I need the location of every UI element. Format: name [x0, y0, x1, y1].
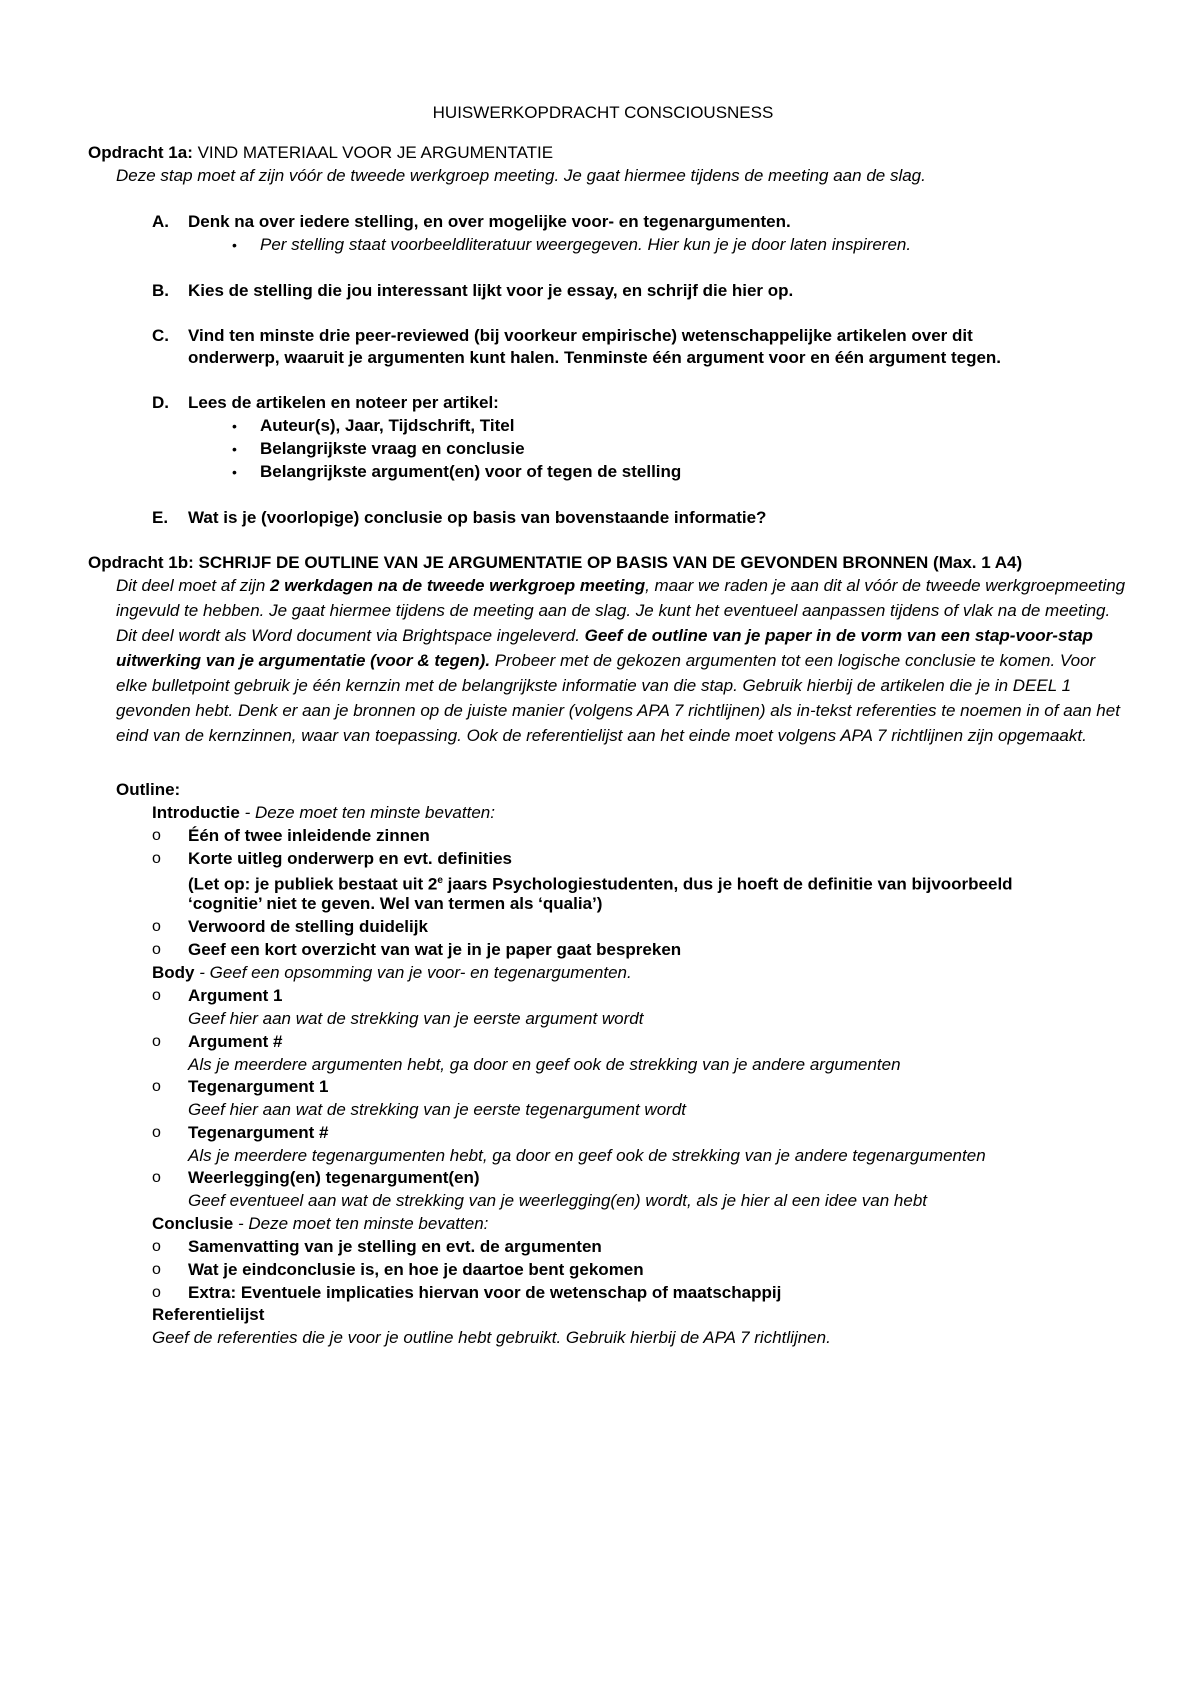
- item-c-line2: onderwerp, waaruit je argumenten kunt halen. Tenminste één argument voor en één argument tegen.: [188, 348, 1002, 367]
- body-item-2-title: Argument #: [188, 1032, 283, 1051]
- para-text: Dit deel moet af zijn: [116, 576, 271, 595]
- task-1b-paragraph: [116, 573, 1126, 748]
- intro-item-4: Geef een kort overzicht van wat je in je paper gaat bespreken: [188, 940, 682, 959]
- circle-bullet-icon: o: [152, 941, 161, 958]
- para-bold-deadline: 2 werkdagen na de tweede werkgroep meeting: [270, 576, 646, 595]
- task-1a-title: VIND MATERIAAL VOOR JE ARGUMENTATIE: [192, 143, 554, 162]
- item-b-marker: B.: [152, 281, 169, 300]
- body-item-5-title: Weerlegging(en) tegenargument(en): [188, 1168, 480, 1187]
- note-text: jaars Psychologiestudenten, dus je hoeft de definitie van bijvoorbeeld: [442, 874, 1013, 894]
- body-title: Body: [152, 963, 195, 982]
- intro-title: Introductie: [152, 803, 240, 822]
- body-item-4-desc: Als je meerdere tegenargumenten hebt, ga door en geef ook de strekking van je andere tegenargumenten: [188, 1146, 986, 1165]
- intro-note-line1: [188, 871, 1013, 895]
- item-c-line1: Vind ten minste drie peer-reviewed (bij voorkeur empirische) wetenschappelijke artikelen over dit: [188, 326, 973, 345]
- body-item-2-desc: Als je meerdere argumenten hebt, ga door en geef ook de strekking van je andere argumenten: [188, 1055, 901, 1074]
- body-item-3-title: Tegenargument 1: [188, 1077, 329, 1096]
- conclusion-item-1: Samenvatting van je stelling en evt. de argumenten: [188, 1237, 602, 1256]
- item-e-text: Wat is je (voorlopige) conclusie op basis van bovenstaande informatie?: [188, 508, 767, 527]
- para-bold-instruction: Geef de outline van je paper in de vorm van een stap-voor-stap uitwerking van je argumentatie (voor & tegen).: [116, 626, 1093, 670]
- body-item-3-desc: Geef hier aan wat de strekking van je eerste tegenargument wordt: [188, 1100, 687, 1119]
- intro-item-1: Één of twee inleidende zinnen: [188, 826, 430, 845]
- item-d-text: Lees de artikelen en noteer per artikel:: [188, 393, 499, 412]
- bullet-icon: •: [232, 237, 237, 253]
- circle-bullet-icon: o: [152, 1238, 161, 1255]
- note-sup: e: [437, 875, 443, 886]
- task-1a-label: Opdracht 1a:: [88, 143, 193, 162]
- task-1a-heading: [88, 143, 553, 163]
- body-item-1-title: Argument 1: [188, 986, 283, 1005]
- intro-note: - Deze moet ten minste bevatten:: [239, 803, 495, 822]
- circle-bullet-icon: o: [152, 1033, 161, 1050]
- bullet-icon: •: [232, 418, 237, 434]
- bullet-icon: •: [232, 464, 237, 480]
- body-item-1-desc: Geef hier aan wat de strekking van je eerste argument wordt: [188, 1009, 644, 1028]
- circle-bullet-icon: o: [152, 850, 161, 867]
- circle-bullet-icon: o: [152, 1169, 161, 1186]
- circle-bullet-icon: o: [152, 1078, 161, 1095]
- conclusion-item-3: Extra: Eventuele implicaties hiervan voor de wetenschap of maatschappij: [188, 1283, 782, 1302]
- bullet-icon: •: [232, 441, 237, 457]
- outline-label: Outline:: [116, 780, 181, 799]
- body-note: - Geef een opsomming van je voor- en tegenargumenten.: [194, 963, 632, 982]
- circle-bullet-icon: o: [152, 918, 161, 935]
- item-a-text: Denk na over iedere stelling, en over mogelijke voor- en tegenargumenten.: [188, 212, 791, 231]
- circle-bullet-icon: o: [152, 1124, 161, 1141]
- item-d-sub-3: Belangrijkste argument(en) voor of tegen de stelling: [260, 462, 682, 481]
- conclusion-item-2: Wat je eindconclusie is, en hoe je daartoe bent gekomen: [188, 1260, 644, 1279]
- intro-item-3: Verwoord de stelling duidelijk: [188, 917, 428, 936]
- references-title: Referentielijst: [152, 1305, 265, 1324]
- para-text: Probeer met de gekozen argumenten tot een logische conclusie te komen. Voor elke bulletpoint gebruik je één kernzin met de belangrijkste informatie van die stap. Gebruik hierbij de artikelen die je in DEEL 1 gevonden hebt. Denk er aan je bronnen op de juiste manier (volgens APA 7 richtlijnen) als in-tekst referenties te noemen in of aan het eind van de kernzinnen, waar van toepassing. Ook de referentielijst aan het einde moet volgens APA 7 richtlijnen zijn opgemaakt.: [116, 651, 1120, 745]
- item-b-text: Kies de stelling die jou interessant lijkt voor je essay, en schrijf die hier op.: [188, 281, 794, 300]
- conclusion-note: - Deze moet ten minste bevatten:: [233, 1214, 489, 1233]
- para-text: , maar we raden je aan dit al vóór de tweede werkgroepmeeting ingevuld te hebben. Je gaat hiermee tijdens de meeting aan de slag. Je kunt het eventueel aanpassen tijdens of vlak na de meeting. Dit deel wordt als Word document via Brightspace ingeleverd.: [116, 576, 1126, 645]
- circle-bullet-icon: o: [152, 827, 161, 844]
- intro-heading: [152, 803, 495, 823]
- circle-bullet-icon: o: [152, 1284, 161, 1301]
- item-d-sub-2: Belangrijkste vraag en conclusie: [260, 439, 525, 458]
- item-d-marker: D.: [152, 393, 169, 412]
- task-1b-heading: [88, 553, 1022, 573]
- references-desc: Geef de referenties die je voor je outline hebt gebruikt. Gebruik hierbij de APA 7 richtlijnen.: [152, 1328, 831, 1347]
- document-title: HUISWERKOPDRACHT CONSCIOUSNESS: [432, 103, 774, 122]
- item-a-sub: Per stelling staat voorbeeldliteratuur weergegeven. Hier kun je je door laten inspireren.: [260, 235, 912, 254]
- item-c-marker: C.: [152, 326, 169, 345]
- intro-item-2: Korte uitleg onderwerp en evt. definities: [188, 849, 512, 868]
- note-text: (Let op: je publiek bestaat uit 2: [188, 874, 438, 894]
- conclusion-title: Conclusie: [152, 1214, 234, 1233]
- conclusion-heading: [152, 1214, 488, 1234]
- circle-bullet-icon: o: [152, 987, 161, 1004]
- body-item-4-title: Tegenargument #: [188, 1123, 329, 1142]
- item-d-sub-1: Auteur(s), Jaar, Tijdschrift, Titel: [260, 416, 515, 435]
- circle-bullet-icon: o: [152, 1261, 161, 1278]
- intro-note-line2: ‘cognitie’ niet te geven. Wel van termen als ‘qualia’): [188, 894, 603, 913]
- item-e-marker: E.: [152, 508, 169, 527]
- task-1a-intro: Deze stap moet af zijn vóór de tweede werkgroep meeting. Je gaat hiermee tijdens de meeting aan de slag.: [116, 166, 926, 185]
- item-a-marker: A.: [152, 212, 169, 231]
- body-heading: [152, 963, 632, 983]
- task-1b-title: SCHRIJF DE OUTLINE VAN JE ARGUMENTATIE OP BASIS VAN DE GEVONDEN BRONNEN (Max. 1 A4): [193, 553, 1023, 572]
- task-1b-label: Opdracht 1b:: [88, 553, 194, 572]
- body-item-5-desc: Geef eventueel aan wat de strekking van je weerlegging(en) wordt, als je hier al een idee van hebt: [188, 1191, 928, 1210]
